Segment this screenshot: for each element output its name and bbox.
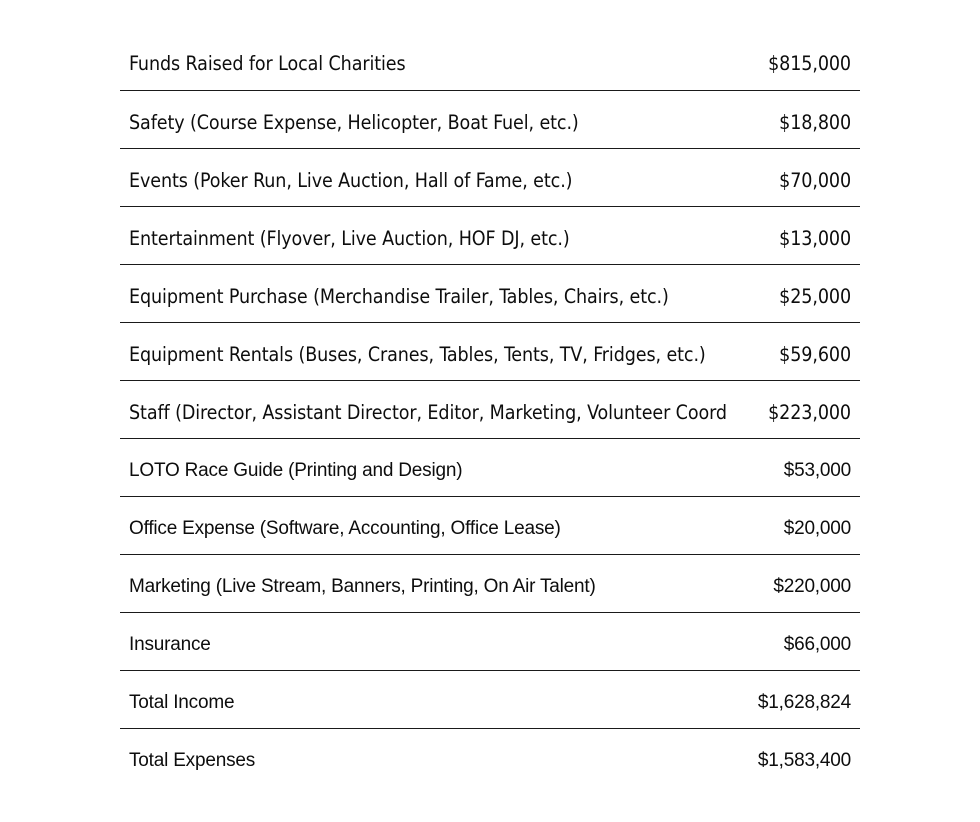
table-row: [120, 322, 860, 380]
row-label: Staff (Director, Assistant Director, Editor, Marketing, Volunteer Coord: [129, 401, 727, 424]
row-label: Safety (Course Expense, Helicopter, Boat Fuel, etc.): [129, 111, 579, 134]
row-value: $223,000: [768, 401, 851, 424]
table-row: [120, 728, 860, 786]
table-row: [120, 264, 860, 322]
row-value: $13,000: [779, 227, 851, 250]
row-label: Total Expenses: [129, 750, 256, 771]
row-label: Office Expense (Software, Accounting, Office Lease): [129, 518, 561, 539]
financial-summary-table: [120, 32, 860, 786]
row-label: Insurance: [129, 634, 211, 655]
table-row: [120, 206, 860, 264]
table-row: [120, 148, 860, 206]
row-label: LOTO Race Guide (Printing and Design): [129, 460, 463, 481]
row-label: Entertainment (Flyover, Live Auction, HOF DJ, etc.): [129, 227, 570, 250]
table-row: [120, 32, 860, 90]
row-value: $66,000: [783, 634, 851, 655]
row-value: $59,600: [779, 343, 851, 366]
row-value: $20,000: [783, 518, 851, 539]
table-row: [120, 612, 860, 670]
row-label: Events (Poker Run, Live Auction, Hall of Fame, etc.): [129, 169, 573, 192]
row-label: Total Income: [129, 692, 235, 713]
row-value: $18,800: [779, 111, 851, 134]
row-value: $53,000: [783, 460, 851, 481]
row-value: $25,000: [779, 285, 851, 308]
row-label: Funds Raised for Local Charities: [129, 52, 406, 75]
row-label: Marketing (Live Stream, Banners, Printing, On Air Talent): [129, 576, 596, 597]
table-row: [120, 90, 860, 148]
table-row: [120, 380, 860, 438]
table-row: [120, 670, 860, 728]
row-value: $70,000: [779, 169, 851, 192]
row-value: $1,628,824: [757, 692, 851, 713]
row-value: $815,000: [768, 52, 851, 75]
table-row: [120, 496, 860, 554]
row-value: $1,583,400: [757, 750, 851, 771]
table-row: [120, 438, 860, 496]
row-label: Equipment Rentals (Buses, Cranes, Tables, Tents, TV, Fridges, etc.): [129, 343, 706, 366]
row-value: $220,000: [773, 576, 851, 597]
row-label: Equipment Purchase (Merchandise Trailer, Tables, Chairs, etc.): [129, 285, 669, 308]
table-row: [120, 554, 860, 612]
